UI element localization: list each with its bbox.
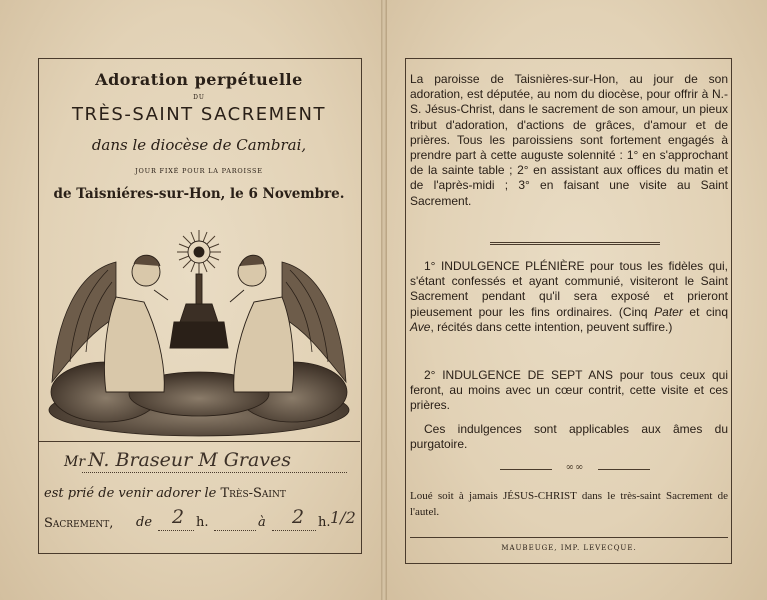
card-title: Adoration perpétuelle xyxy=(95,70,303,89)
jour-fixe-line: JOUR FIXÉ POUR LA PAROISSE xyxy=(135,167,263,175)
ornament-divider: ∞∞ xyxy=(500,462,650,473)
indulgence-pleniere-paragraph: 1° INDULGENCE PLÉNIÈRE pour tous les fidèles qui, s'étant confessés et ayant communié, visiteront le Saint Sacrement pendant qu'il sera exposé et prieront pieusement pour les fins ordinaires. (Cinq Pater et cinq Ave, récités dans cette intention, peuvent suffire.) xyxy=(410,259,728,334)
printer-imprint: MAUBEUGE, IMP. LEVECQUE. xyxy=(501,544,637,552)
hour-dotted-line xyxy=(214,530,256,531)
end-hour: 2 xyxy=(292,506,305,528)
a-label: à xyxy=(258,515,266,530)
purgatoire-paragraph: Ces indulgences sont applicables aux âmes du purgatoire. xyxy=(410,422,728,452)
de-label: de xyxy=(136,515,153,530)
start-h-label: h. xyxy=(196,515,209,530)
indulgence-sept-ans-paragraph: 2° INDULGENCE DE SEPT ANS pour tous ceux qui feront, au moins avec un cœur contrit, cette visite et ces prières. xyxy=(410,368,728,413)
end-h-label: h. xyxy=(318,515,331,530)
double-rule xyxy=(490,242,660,245)
start-hour: 2 xyxy=(172,506,185,528)
sacrement-label: Sacrement, xyxy=(44,516,114,531)
angels-monstrance-illustration xyxy=(46,222,352,437)
cloud-base xyxy=(49,362,349,436)
paroisse-paragraph: La paroisse de Taisnières-sur-Hon, au jour de son adoration, est députée, au nom du diocèse, pour offrir à N.-S. Jésus-Christ, dans le sacrement de son amour, un pieux tribut d'adoration, d'actions de grâces, d'amour et de prières. Tous les paroissiens sont fortement engagés à prendre part à cette auguste solennité : 1° en s'approchant de la sainte table ; 2° en assistant aux offices du matin et de l'après-midi ; 3° en faisant une visite au Saint Sacrement. xyxy=(410,72,728,208)
monstrance xyxy=(170,230,228,348)
name-dotted-line xyxy=(82,472,347,473)
handwritten-name: N. Braseur M Graves xyxy=(88,449,292,471)
invitation-line: est prié de venir adorer le Très-Saint xyxy=(44,486,286,501)
title-sacrement: TRÈS-SAINT SACREMENT xyxy=(72,104,326,125)
loue-soit-line: Loué soit à jamais JÉSUS-CHRIST dans le très-saint Sacrement de l'autel. xyxy=(410,490,728,518)
title-du: DU xyxy=(193,94,205,101)
parish-date-line: de Taisniéres-sur-Hon, le 6 Novembre. xyxy=(53,186,345,202)
end-fraction: 1/2 xyxy=(330,508,356,527)
hour-dotted-line xyxy=(158,530,194,531)
monsieur-label: Mr xyxy=(64,454,86,470)
left-divider xyxy=(38,441,360,442)
printer-rule xyxy=(410,537,728,538)
hour-dotted-line xyxy=(272,530,316,531)
diocese-line: dans le diocèse de Cambrai, xyxy=(91,136,307,154)
center-fold xyxy=(381,0,387,600)
